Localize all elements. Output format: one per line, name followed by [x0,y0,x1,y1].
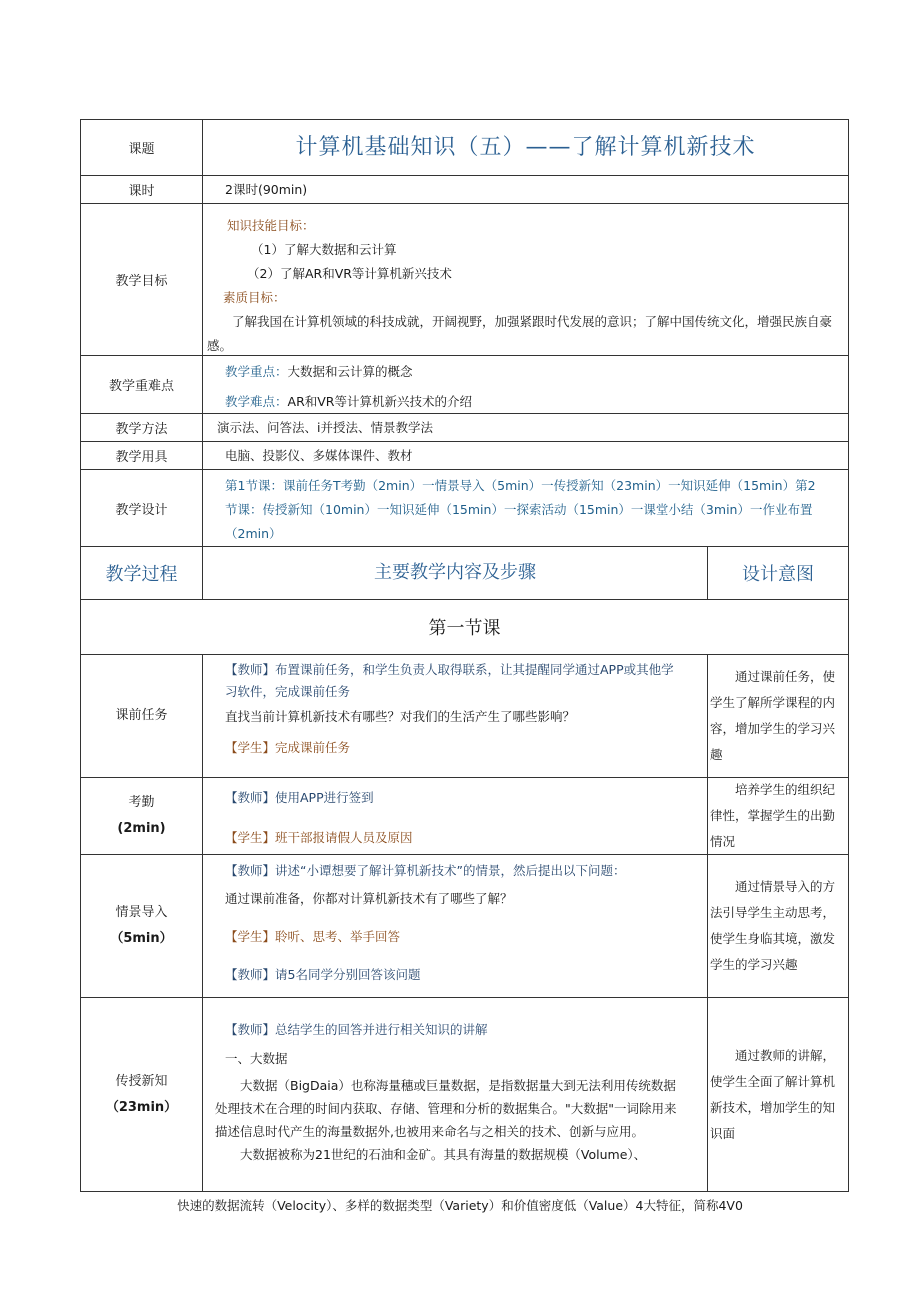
goal-label: 教学目标 [81,204,203,355]
method-label: 教学方法 [81,414,203,441]
lesson-plan-table [80,119,849,1192]
difficulty-text: AR和VR等计算机新兴技术的介绍 [287,394,472,409]
stage-scene-student: 【学生】聆听、思考、举手回答 [225,929,401,944]
stage-task-intent: 通过课前任务，使学生了解所学课程的内容，增加学生的学习兴趣 [710,669,836,762]
key-point-tag: 教学重点： [225,364,288,379]
stage-check-content [203,778,708,854]
stage-task-label-text: 课前任务 [115,708,168,723]
goal-quality-title: 素质目标： [223,290,286,305]
design-row [81,470,848,547]
stage-teach-label [81,998,203,1191]
column-process: 教学过程 [81,547,203,599]
topic-row [81,120,848,176]
hours-label: 课时 [81,176,203,203]
column-content: 主要教学内容及步骤 [203,547,708,599]
stage-scene-label-text: 情景导入 [115,905,168,920]
tools-value: 电脑、投影仪、多媒体课件、教材 [225,447,413,463]
topic-label: 课题 [81,120,203,175]
tools-label: 教学用具 [81,442,203,469]
hours-row [81,176,848,204]
stage-check-intent: 培养学生的组织纪律性，掌握学生的出勤情况 [710,782,836,849]
design-label: 教学设计 [81,470,203,546]
stage-scene-teacher: 【教师】讲述“小谭想要了解计算机新技术”的情景，然后提出以下问题： [225,863,626,878]
key-label: 教学重难点 [81,356,203,413]
stage-task-row [81,655,848,778]
stage-scene-intent: 通过情景导入的方法引导学生主动思考，使学生身临其境，激发学生的学习兴趣 [710,879,836,972]
key-point-text: 大数据和云计算的概念 [287,364,413,379]
stage-teach-intent: 通过教师的讲解，使学生全面了解计算机新技术，增加学生的知识面 [710,1047,836,1141]
stage-teach-row [81,998,848,1191]
stage-task-question: 直找当前计算机新技术有哪些？对我们的生活产生了哪些影响？ [225,709,576,724]
stage-check-student: 【学生】班干部报请假人员及原因 [225,830,413,845]
section-title: 第一节课 [81,600,848,655]
stage-check-label-text: 考勤 [128,795,155,810]
goal-item-1: （1）了解大数据和云计算 [251,242,397,257]
stage-teach-time: （23min） [105,1099,178,1115]
stage-task-teacher: 【教师】布置课前任务，和学生负责人取得联系，让其提醒同学通过APP或其他学习软件，完成课前任务 [225,662,674,699]
stage-task-label [81,655,203,777]
key-row [81,356,848,414]
stage-scene-teacher2: 【教师】请5名同学分别回答该问题 [225,967,421,982]
column-header-row [81,547,848,600]
stage-teach-teacher: 【教师】总结学生的回答并进行相关知识的讲解 [225,1022,488,1037]
design-text: 第1节课：课前任务T考勤（2min）一情景导入（5min）一传授新知（23min）一知识延伸（15min）第2节课：传授新知（10min）一知识延伸（15min）一探索活动（15min）一课堂小结（3min）一作业布置（2min） [225,478,816,541]
stage-scene-label [81,855,203,997]
method-value: 演示法、问答法、i并授法、情景教学法 [217,419,433,435]
tools-row [81,442,848,470]
stage-task-student: 【学生】完成课前任务 [225,740,351,755]
goal-quality-text: 了解我国在计算机领域的科技成就，开阔视野，加强紧跟时代发展的意识；了解中国传统文化，增强民族自豪感。 [207,314,833,353]
stage-teach-para1: 大数据（BigDaia）也称海量穗或巨量数据，是指数据量大到无法利用传统数据处理技术在合理的时间内获取、存储、管理和分析的数据集合。"大数据"一词除用来描述信息时代产生的海量数据外,也被用来命名与之相关的技术、创新与应用。 [215,1078,677,1139]
footer-text: 快速的数据流转（Velocity）、多样的数据类型（Variety）和价值密度低（Value）4大特征，简称4V0 [177,1198,743,1213]
column-intent: 设计意图 [742,564,814,585]
stage-check-time: (2min) [117,821,166,836]
stage-scene-content [203,855,708,997]
stage-task-content [203,655,708,777]
stage-check-label [81,778,203,854]
stage-teach-heading: 一、大数据 [225,1051,288,1066]
hours-value: 2课时(90min) [225,181,308,197]
stage-teach-para2: 大数据被称为21世纪的石油和金矿。其具有海量的数据规模（Volume）、 [240,1147,647,1162]
goal-item-2: （2）了解AR和VR等计算机新兴技术 [247,266,452,281]
topic-title: 计算机基础知识（五）——了解计算机新技术 [295,134,756,160]
stage-teach-label-text: 传授新知 [115,1073,168,1089]
method-row [81,414,848,442]
stage-scene-time: （5min） [110,931,173,946]
goal-knowledge-title: 知识技能目标： [227,218,315,233]
key-content [203,356,848,413]
goal-row [81,204,848,356]
stage-check-row [81,778,848,855]
difficulty-tag: 教学难点： [225,394,288,409]
stage-teach-content [203,998,708,1191]
stage-scene-row [81,855,848,998]
stage-scene-question: 通过课前准备，你都对计算机新技术有了哪些了解？ [225,891,513,906]
stage-check-teacher: 【教师】使用APP进行签到 [225,790,374,805]
goal-content [203,204,848,355]
